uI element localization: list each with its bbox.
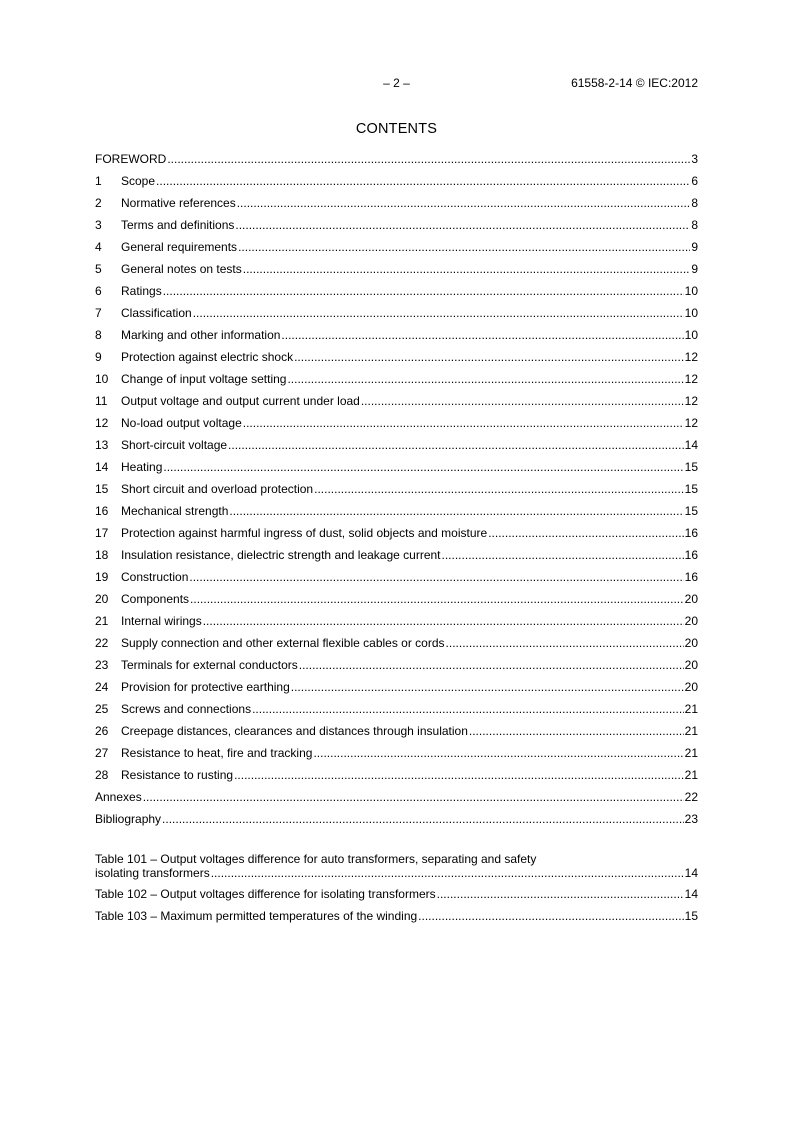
dot-leader	[234, 767, 684, 783]
toc-entry[interactable]	[95, 547, 698, 569]
dot-leader	[291, 679, 684, 695]
toc-entry-number: 21	[95, 614, 109, 628]
table-list-title: Table 102 – Output voltages difference for isolating transformers	[95, 887, 436, 901]
toc-entry-number: 14	[95, 460, 109, 474]
table-list-page: 15	[684, 909, 698, 923]
toc-entry-page: 20	[684, 592, 698, 606]
toc-entry[interactable]	[95, 283, 698, 305]
dot-leader	[235, 217, 690, 233]
toc-entry-page: 16	[684, 526, 698, 540]
toc-entry-title: Ratings	[121, 284, 162, 298]
toc-entry-page: 12	[684, 394, 698, 408]
toc-entry-number: 10	[95, 372, 109, 386]
toc-entry-title: General requirements	[121, 240, 238, 254]
toc-entry-title: Terminals for external conductors	[121, 658, 298, 672]
dot-leader	[418, 908, 683, 924]
toc-entry-number: 13	[95, 438, 109, 452]
table-list-title: Table 103 – Maximum permitted temperatures of the winding	[95, 909, 418, 923]
toc-entry-page: 20	[684, 658, 698, 672]
toc-entry[interactable]	[95, 437, 698, 459]
toc-entry[interactable]	[95, 701, 698, 723]
toc-entry[interactable]	[95, 481, 698, 503]
toc-entry-title: Mechanical strength	[121, 504, 229, 518]
toc-entry-title: Output voltage and output current under load	[121, 394, 360, 408]
dot-leader	[442, 547, 684, 563]
toc-entry-page: 15	[684, 460, 698, 474]
toc-entry-page: 12	[684, 372, 698, 386]
toc-entry-title: Resistance to heat, fire and tracking	[121, 746, 313, 760]
toc-entry[interactable]	[95, 789, 698, 811]
toc-entry-title: Scope	[121, 174, 156, 188]
toc-entry-title: Change of input voltage setting	[121, 372, 287, 386]
toc-entry-number: 28	[95, 768, 109, 782]
dot-leader	[238, 239, 690, 255]
toc-entry[interactable]	[95, 723, 698, 745]
toc-entry-title: Construction	[121, 570, 189, 584]
dot-leader	[237, 195, 691, 211]
toc-entry-page: 9	[691, 240, 698, 254]
toc-entry-number: 18	[95, 548, 109, 562]
dot-leader	[469, 723, 684, 739]
dot-leader	[229, 503, 683, 519]
toc-entry-page: 6	[691, 174, 698, 188]
toc-entry[interactable]	[95, 173, 698, 195]
table-of-contents	[95, 151, 698, 833]
toc-entry-title: FOREWORD	[95, 152, 167, 166]
toc-entry-number: 5	[95, 262, 102, 276]
toc-entry-number: 16	[95, 504, 109, 518]
toc-entry-number: 26	[95, 724, 109, 738]
toc-entry-page: 8	[691, 218, 698, 232]
toc-entry[interactable]	[95, 569, 698, 591]
toc-entry-number: 7	[95, 306, 102, 320]
toc-entry-page: 12	[684, 416, 698, 430]
toc-entry-title: Classification	[121, 306, 192, 320]
document-reference: 61558-2-14 © IEC:2012	[571, 76, 698, 90]
toc-entry[interactable]	[95, 459, 698, 481]
toc-entry-number: 3	[95, 218, 102, 232]
toc-entry-title: Screws and connections	[121, 702, 252, 716]
toc-entry-number: 17	[95, 526, 109, 540]
dot-leader	[203, 613, 684, 629]
dot-leader	[143, 789, 684, 805]
toc-entry-title: Short circuit and overload protection	[121, 482, 314, 496]
toc-entry[interactable]	[95, 217, 698, 239]
toc-entry-page: 14	[684, 438, 698, 452]
toc-entry[interactable]	[95, 305, 698, 327]
toc-entry[interactable]	[95, 657, 698, 679]
dot-leader	[252, 701, 684, 717]
toc-entry-number: 4	[95, 240, 102, 254]
toc-entry-page: 10	[684, 328, 698, 342]
dot-leader	[211, 866, 684, 880]
dot-leader	[228, 437, 684, 453]
toc-entry[interactable]	[95, 525, 698, 547]
toc-entry-title: Internal wirings	[121, 614, 202, 628]
table-list-entry[interactable]	[95, 908, 698, 930]
table-list-title-line1: Table 101 – Output voltages difference for auto transformers, separating and safety	[95, 852, 537, 866]
toc-entry-page: 20	[684, 680, 698, 694]
toc-entry-number: 12	[95, 416, 109, 430]
toc-entry-number: 25	[95, 702, 109, 716]
toc-entry-page: 20	[684, 636, 698, 650]
dot-leader	[299, 657, 684, 673]
toc-entry[interactable]	[95, 811, 698, 833]
toc-entry-page: 21	[684, 724, 698, 738]
toc-entry[interactable]	[95, 613, 698, 635]
toc-entry-title: Resistance to rusting	[121, 768, 234, 782]
dot-leader	[163, 459, 683, 475]
dot-leader	[313, 745, 683, 761]
toc-entry-number: 27	[95, 746, 109, 760]
toc-entry-number: 23	[95, 658, 109, 672]
toc-entry[interactable]	[95, 679, 698, 701]
toc-entry-title: Supply connection and other external flexible cables or cords	[121, 636, 445, 650]
toc-entry-page: 9	[691, 262, 698, 276]
toc-entry-number: 2	[95, 196, 102, 210]
dot-leader	[287, 371, 683, 387]
toc-entry[interactable]	[95, 635, 698, 657]
dot-leader	[190, 591, 684, 607]
toc-entry-title: Short-circuit voltage	[121, 438, 228, 452]
toc-entry[interactable]	[95, 503, 698, 525]
toc-entry-title: Protection against electric shock	[121, 350, 294, 364]
dot-leader	[243, 261, 691, 277]
toc-entry-title: Heating	[121, 460, 163, 474]
toc-entry-title: Marking and other information	[121, 328, 281, 342]
dot-leader	[163, 283, 684, 299]
toc-entry-page: 15	[684, 482, 698, 496]
toc-entry-title: Protection against harmful ingress of dust, solid objects and moisture	[121, 526, 488, 540]
toc-entry[interactable]	[95, 349, 698, 371]
table-list-page: 14	[684, 887, 698, 901]
dot-leader	[189, 569, 683, 585]
dot-leader	[281, 327, 683, 343]
toc-entry-page: 15	[684, 504, 698, 518]
list-of-tables	[95, 852, 698, 930]
toc-entry-number: 15	[95, 482, 109, 496]
toc-entry-title: Insulation resistance, dielectric strength and leakage current	[121, 548, 441, 562]
toc-entry[interactable]	[95, 767, 698, 789]
toc-entry[interactable]	[95, 393, 698, 415]
toc-entry-page: 10	[684, 284, 698, 298]
toc-entry-page: 8	[691, 196, 698, 210]
toc-entry-page: 21	[684, 702, 698, 716]
dot-leader	[156, 173, 690, 189]
toc-entry[interactable]	[95, 415, 698, 437]
toc-entry[interactable]	[95, 745, 698, 767]
table-list-entry[interactable]	[95, 852, 698, 880]
toc-entry-title: Components	[121, 592, 190, 606]
page-number: – 2 –	[383, 76, 410, 90]
toc-entry-number: 1	[95, 174, 102, 188]
dot-leader	[437, 886, 684, 902]
dot-leader	[488, 525, 683, 541]
toc-entry-page: 21	[684, 746, 698, 760]
dot-leader	[361, 393, 684, 409]
toc-entry-title: General notes on tests	[121, 262, 242, 276]
table-list-entry[interactable]	[95, 886, 698, 908]
toc-entry-number: 9	[95, 350, 102, 364]
dot-leader	[167, 151, 690, 167]
toc-entry-title: Creepage distances, clearances and distances through insulation	[121, 724, 468, 738]
toc-entry[interactable]	[95, 371, 698, 393]
toc-entry-title: Provision for protective earthing	[121, 680, 290, 694]
toc-entry-page: 12	[684, 350, 698, 364]
toc-entry[interactable]	[95, 195, 698, 217]
dot-leader	[162, 811, 684, 827]
toc-entry-title: Annexes	[95, 790, 142, 804]
toc-entry-page: 10	[684, 306, 698, 320]
toc-entry-page: 23	[684, 812, 698, 826]
toc-entry[interactable]	[95, 151, 698, 173]
toc-entry-page: 21	[684, 768, 698, 782]
toc-entry-page: 20	[684, 614, 698, 628]
dot-leader	[243, 415, 684, 431]
toc-entry-title: Bibliography	[95, 812, 162, 826]
toc-entry-number: 22	[95, 636, 109, 650]
page-header	[0, 76, 793, 92]
toc-entry[interactable]	[95, 327, 698, 349]
toc-entry-page: 3	[691, 152, 698, 166]
toc-entry-number: 19	[95, 570, 109, 584]
toc-entry-number: 8	[95, 328, 102, 342]
toc-entry-title: Terms and definitions	[121, 218, 235, 232]
toc-entry-number: 24	[95, 680, 109, 694]
dot-leader	[314, 481, 684, 497]
table-list-page: 14	[684, 866, 698, 880]
toc-entry-number: 11	[95, 394, 108, 408]
dot-leader	[193, 305, 684, 321]
toc-entry-page: 22	[684, 790, 698, 804]
toc-entry[interactable]	[95, 591, 698, 613]
toc-entry-page: 16	[684, 570, 698, 584]
toc-entry-title: No-load output voltage	[121, 416, 242, 430]
toc-entry-title: Normative references	[121, 196, 236, 210]
table-list-title-line2: isolating transformers	[95, 866, 210, 880]
toc-entry-number: 6	[95, 284, 102, 298]
toc-entry[interactable]	[95, 239, 698, 261]
contents-title: CONTENTS	[355, 121, 438, 137]
toc-entry-number: 20	[95, 592, 109, 606]
toc-entry[interactable]	[95, 261, 698, 283]
dot-leader	[294, 349, 684, 365]
toc-entry-page: 16	[684, 548, 698, 562]
dot-leader	[446, 635, 684, 651]
